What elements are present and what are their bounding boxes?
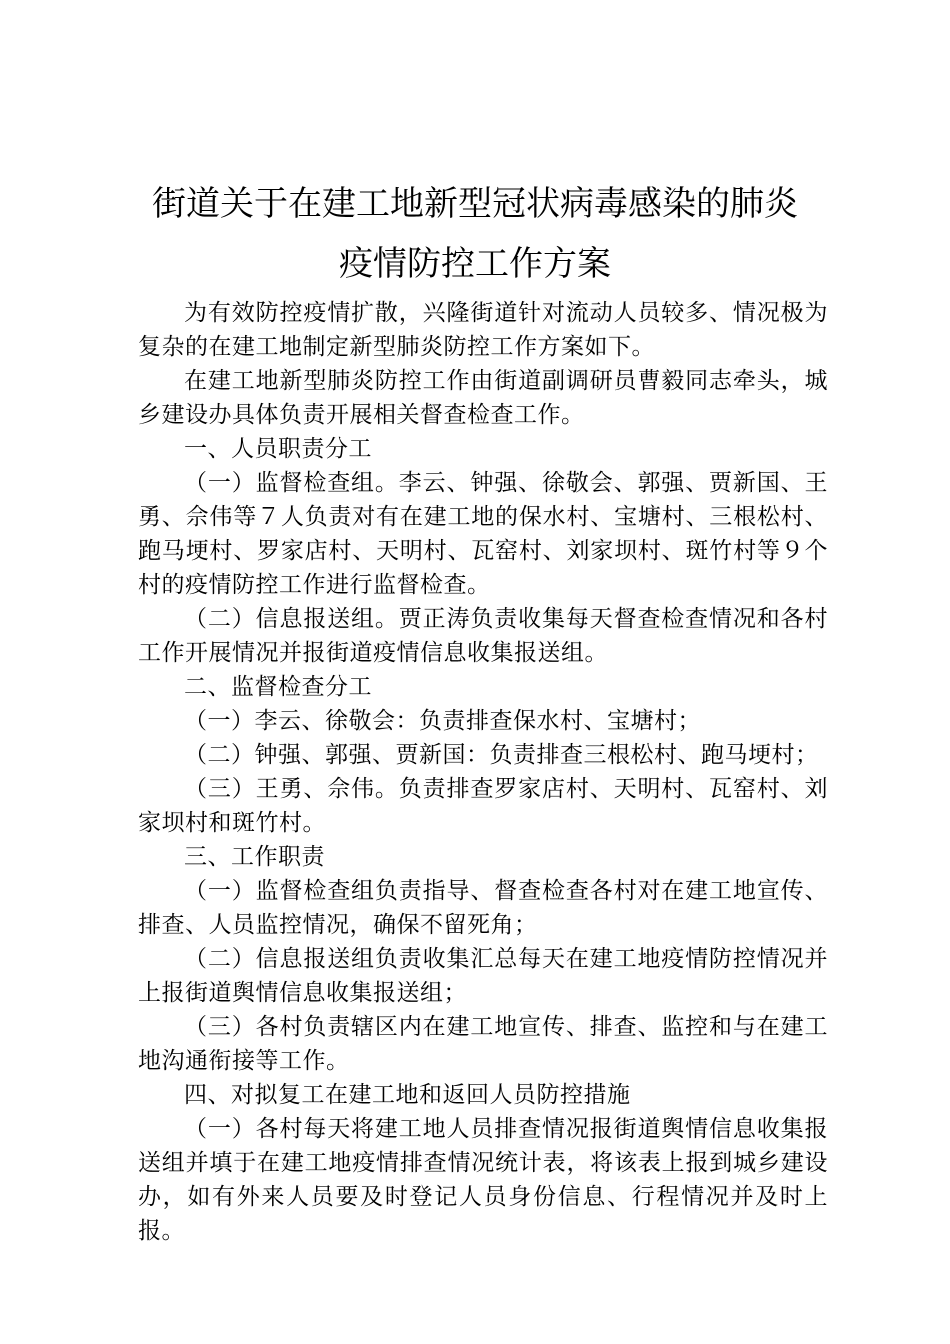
paragraph-duty-2: （二）信息报送组负责收集汇总每天在建工地疫情防控情况并上报街道舆情信息收集报送组；: [138, 946, 828, 1006]
section-heading-4: 四、对拟复工在建工地和返回人员防控措施: [184, 1082, 631, 1108]
paragraph-inspection-group: （一）监督检查组。李云、钟强、徐敬会、郭强、贾新国、王勇、佘伟等７人负责对有在建工地的保水村、宝塘村、三根松村、跑马埂村、罗家店村、天明村、瓦窑村、刘家坝村、斑竹村等９个村的疫情防控工作进行监督检查。: [138, 470, 828, 598]
section-heading-1: 一、人员职责分工: [184, 436, 372, 462]
document-title-line-1: 街道关于在建工地新型冠状病毒感染的肺炎: [152, 184, 798, 224]
paragraph-leadership: 在建工地新型肺炎防控工作由街道副调研员曹毅同志牵头，城乡建设办具体负责开展相关督查检查工作。: [138, 368, 828, 428]
paragraph-duty-3: （三）各村负责辖区内在建工地宣传、排查、监控和与在建工地沟通衔接等工作。: [138, 1014, 828, 1074]
paragraph-division-3: （三）王勇、佘伟。负责排查罗家店村、天明村、瓦窑村、刘家坝村和斑竹村。: [138, 776, 828, 836]
paragraph-duty-1: （一）监督检查组负责指导、督查检查各村对在建工地宣传、排查、人员监控情况，确保不留死角；: [138, 878, 828, 938]
section-heading-2: 二、监督检查分工: [184, 674, 372, 700]
paragraph-division-2: （二）钟强、郭强、贾新国：负责排查三根松村、跑马埂村；: [184, 742, 819, 768]
paragraph-division-1: （一）李云、徐敬会：负责排查保水村、宝塘村；: [184, 708, 701, 734]
document-title-line-2: 疫情防控工作方案: [339, 244, 611, 284]
document-body: [138, 296, 828, 1248]
paragraph-report-group: （二）信息报送组。贾正涛负责收集每天督查检查情况和各村工作开展情况并报街道疫情信息收集报送组。: [138, 606, 828, 666]
paragraph-intro: 为有效防控疫情扩散，兴隆街道针对流动人员较多、情况极为复杂的在建工地制定新型肺炎防控工作方案如下。: [138, 300, 828, 360]
paragraph-measure-1: （一）各村每天将建工地人员排查情况报街道舆情信息收集报送组并填于在建工地疫情排查情况统计表，将该表上报到城乡建设办，如有外来人员要及时登记人员身份信息、行程情况并及时上报。: [138, 1116, 828, 1244]
section-heading-3: 三、工作职责: [184, 844, 325, 870]
